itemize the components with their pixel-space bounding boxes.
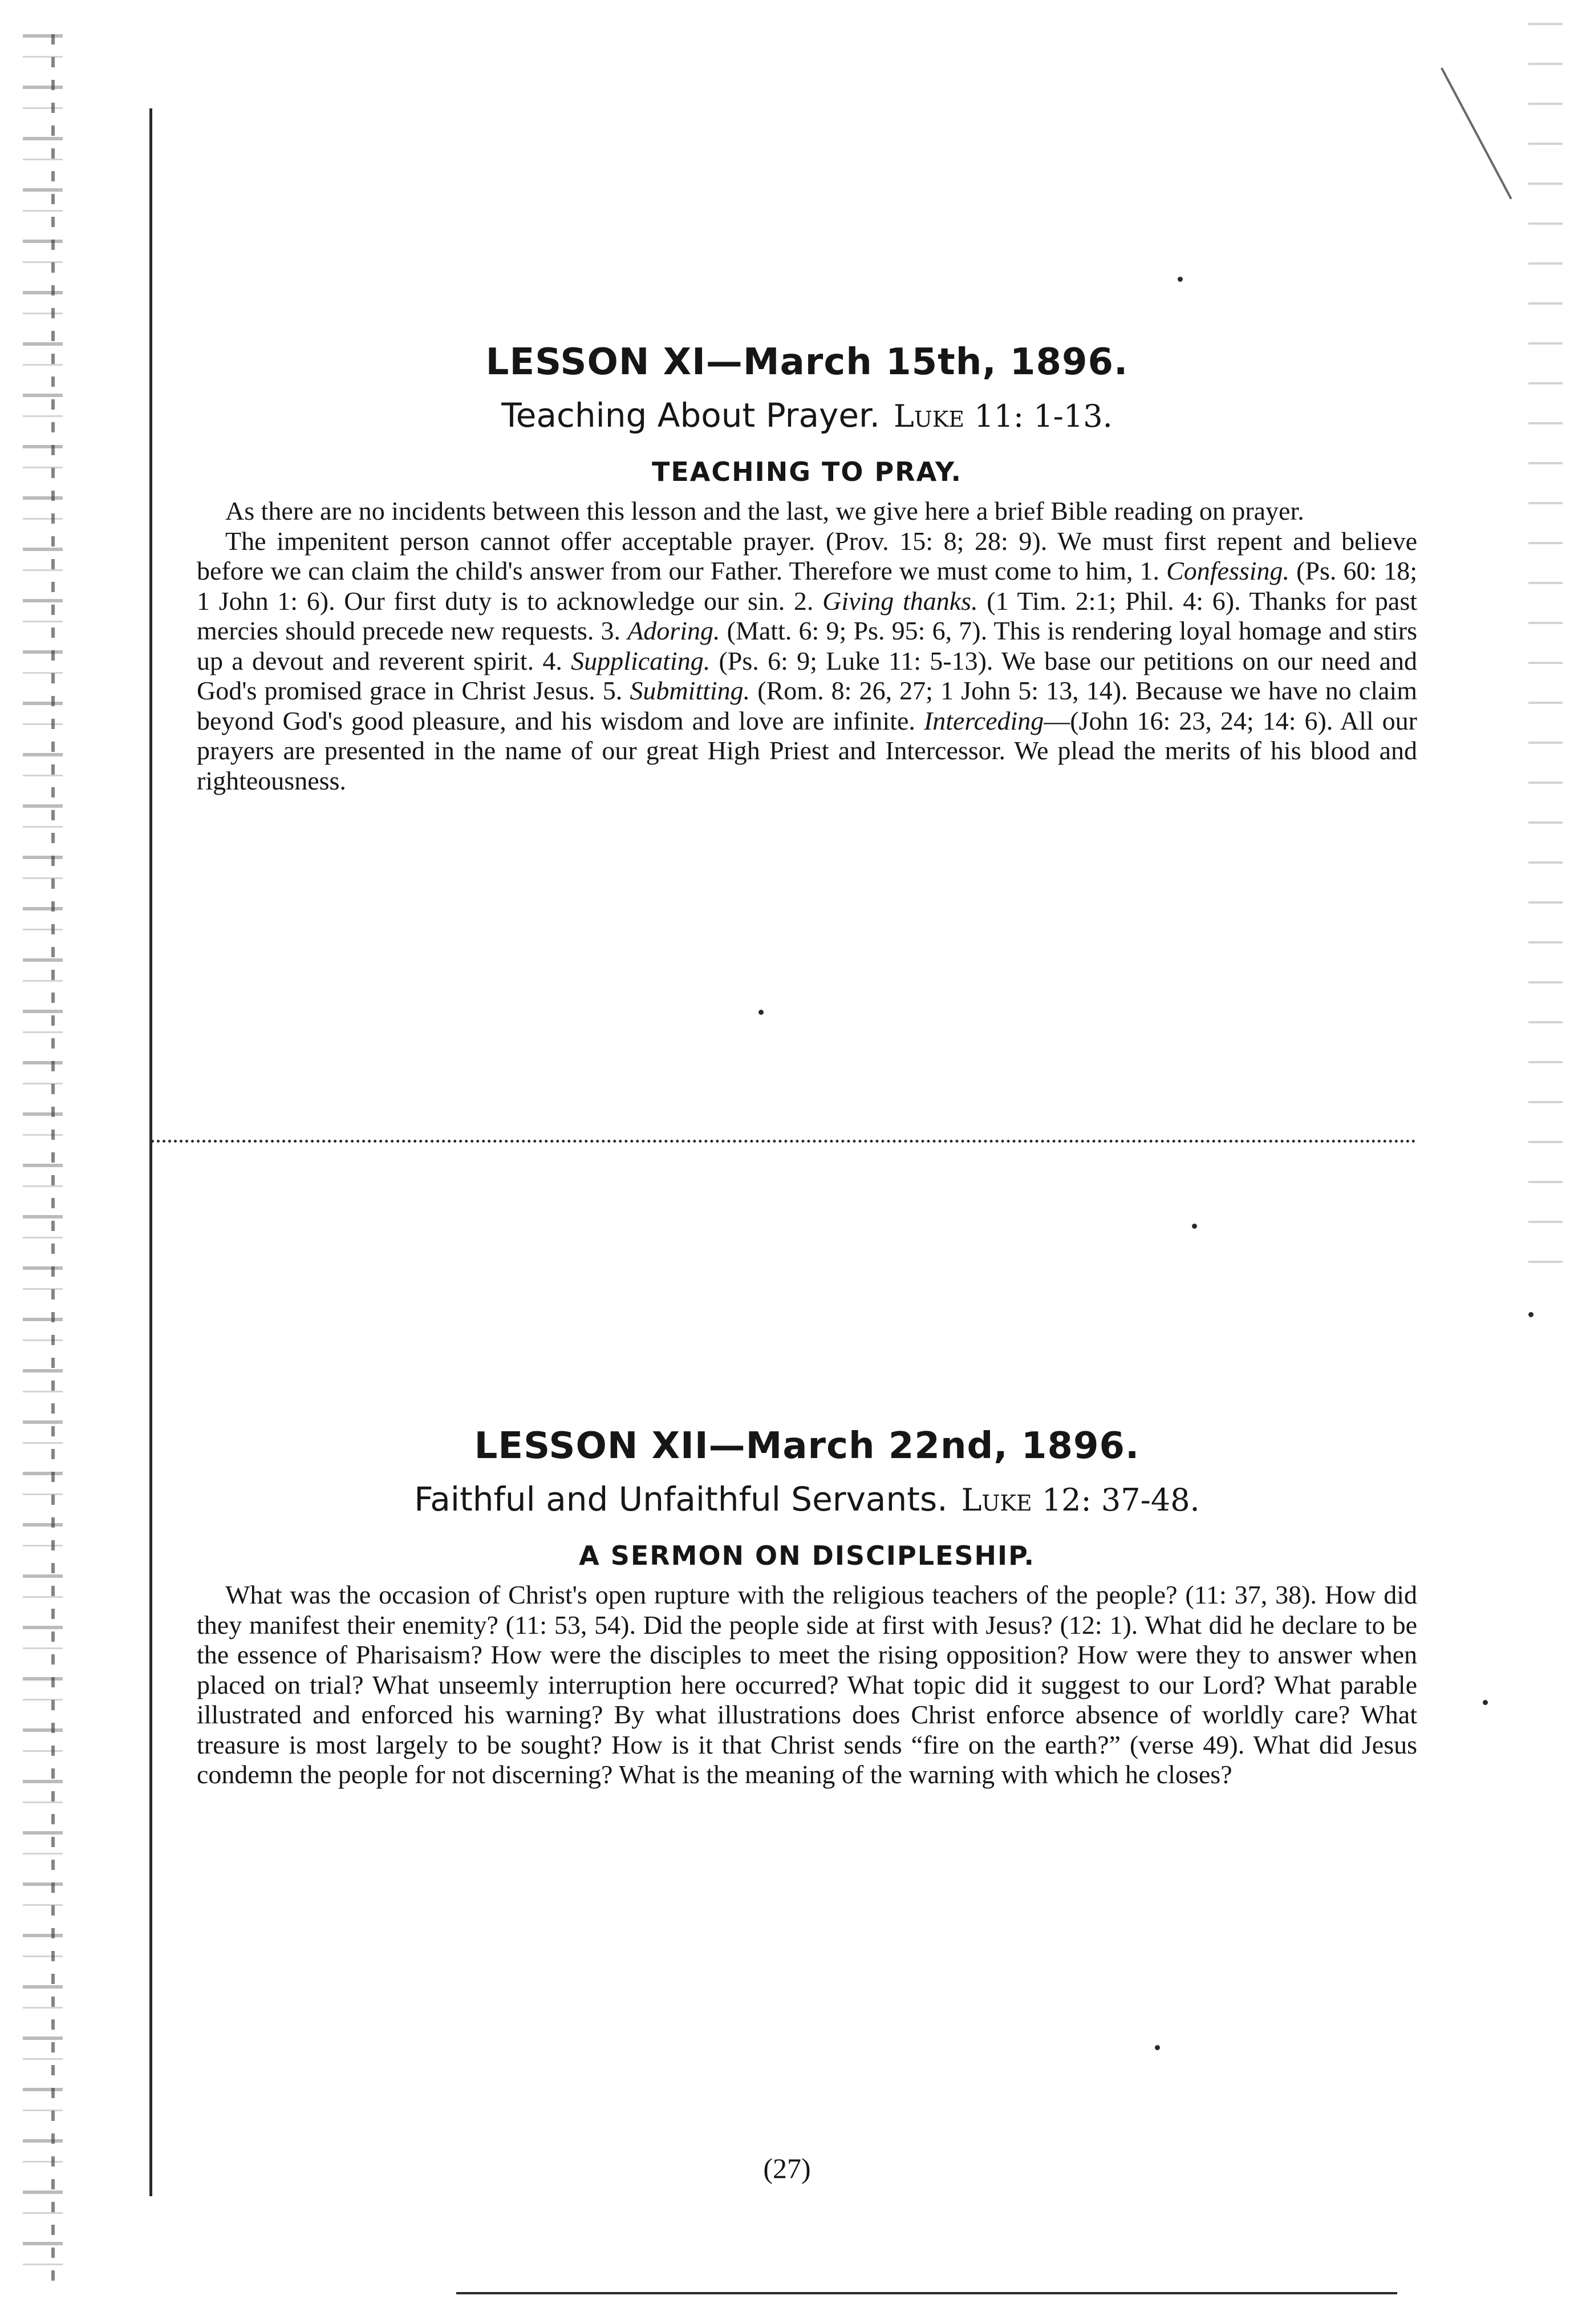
scan-speck: [1483, 1700, 1488, 1705]
lesson-body: [197, 1580, 1417, 1790]
lesson-heading: A SERMON ON DISCIPLESHIP.: [579, 1540, 1035, 1571]
scan-speck: [1528, 1312, 1534, 1317]
scan-speck: [758, 1010, 764, 1015]
paragraph-text: (Ps. 6: 9; Luke 11: 5-13). We base our petitions on our need and God's promised grace in Christ Jesus. 5.: [197, 646, 1417, 705]
paragraph-text: What was the occasion of Christ's open rupture with the religious teachers of the people? (11: 37, 38). How did they manifest their enemity? (11: 53, 54). Did the people side at first with Jesus? (12: 1). What did he declare to be the essence of Pharisaism? How were the disciples to meet the rising opposition? How were they to answer when placed on trial? What unseemly interruption here occurred? What topic did it suggest to our Lord? What parable illustrated and enforced his warning? By what illustrations does Christ enforce absence of worldly care? What treasure is most largely to be sought? How is it that Christ sends “fire on the earth?” (verse 49). What did Jesus condemn the people for not discerning? What is the meaning of the warning with which he closes?: [197, 1580, 1417, 1789]
emphasis-text: Interceding: [923, 706, 1044, 735]
paragraph-text: (Ps. 60: 18; 1 John 1: 6). Our first duty is to acknowledge our sin. 2.: [197, 556, 1417, 616]
paragraph-text: (1 Tim. 2:1; Phil. 4: 6). Thanks for past mercies should precede new requests. 3.: [197, 586, 1418, 645]
scan-speck: [1155, 2045, 1160, 2050]
scripture-reference: Luke 12: 37-48.: [961, 1482, 1200, 1518]
emphasis-text: Giving thanks.: [822, 586, 978, 616]
lesson-title: LESSON XI—March 15th, 1896.: [485, 341, 1129, 383]
lesson-subtitle: [197, 1472, 1417, 1536]
emphasis-text: Submitting.: [630, 676, 751, 705]
lesson-heading: TEACHING TO PRAY.: [651, 456, 963, 487]
scan-speck: [1192, 1224, 1197, 1229]
scan-edge-artifact: [1528, 23, 1563, 1278]
emphasis-text: Supplicating.: [571, 646, 711, 675]
bottom-rule: [456, 2292, 1397, 2294]
lesson-paragraph: [197, 1580, 1417, 1790]
lesson-paragraph: [197, 496, 1417, 527]
paragraph-text: The impenitent person cannot offer acceptable prayer. (Prov. 15: 8; 28: 9). We must first repent and believe before we can claim the child's answer from our Father. Therefore we must come to him, 1.: [197, 526, 1417, 585]
lesson-subtitle: [197, 388, 1417, 452]
emphasis-text: Confessing.: [1166, 556, 1290, 585]
scan-edge-artifact: [51, 34, 55, 2293]
scripture-reference: Luke 11: 1-13.: [894, 398, 1113, 434]
lesson-topic: Teaching About Prayer.: [501, 396, 881, 435]
page-number: (27): [763, 2152, 811, 2184]
lesson-title: LESSON XII—March 22nd, 1896.: [474, 1425, 1140, 1467]
section-divider: [151, 1140, 1416, 1143]
paragraph-text: —(John 16: 23, 24; 14: 6). All our prayers are presented in the name of our great High Priest and Intercessor. We plead the merits of his blood and righteousness.: [197, 706, 1417, 795]
paragraph-text: (Matt. 6: 9; Ps. 95: 6, 7). This is rendering loyal homage and stirs up a devout and reverent spirit. 4.: [197, 616, 1417, 675]
paragraph-text: As there are no incidents between this lesson and the last, we give here a brief Bible reading on prayer.: [225, 496, 1304, 525]
lesson-paragraph: [197, 527, 1417, 796]
margin-rule: [149, 108, 152, 2196]
scan-speck: [1178, 277, 1183, 282]
lesson-body: [197, 496, 1417, 796]
paragraph-text: (Rom. 8: 26, 27; 1 John 5: 13, 14). Because we have no claim beyond God's good pleasure, and his wisdom and love are infinite.: [197, 676, 1417, 735]
lesson-topic: Faithful and Unfaithful Servants.: [414, 1480, 948, 1519]
scan-mark: [1441, 67, 1512, 199]
lesson-section: [197, 337, 1417, 796]
lesson-section: [197, 1420, 1417, 1790]
emphasis-text: Adoring.: [627, 616, 720, 645]
scan-edge-artifact: [23, 34, 63, 2293]
